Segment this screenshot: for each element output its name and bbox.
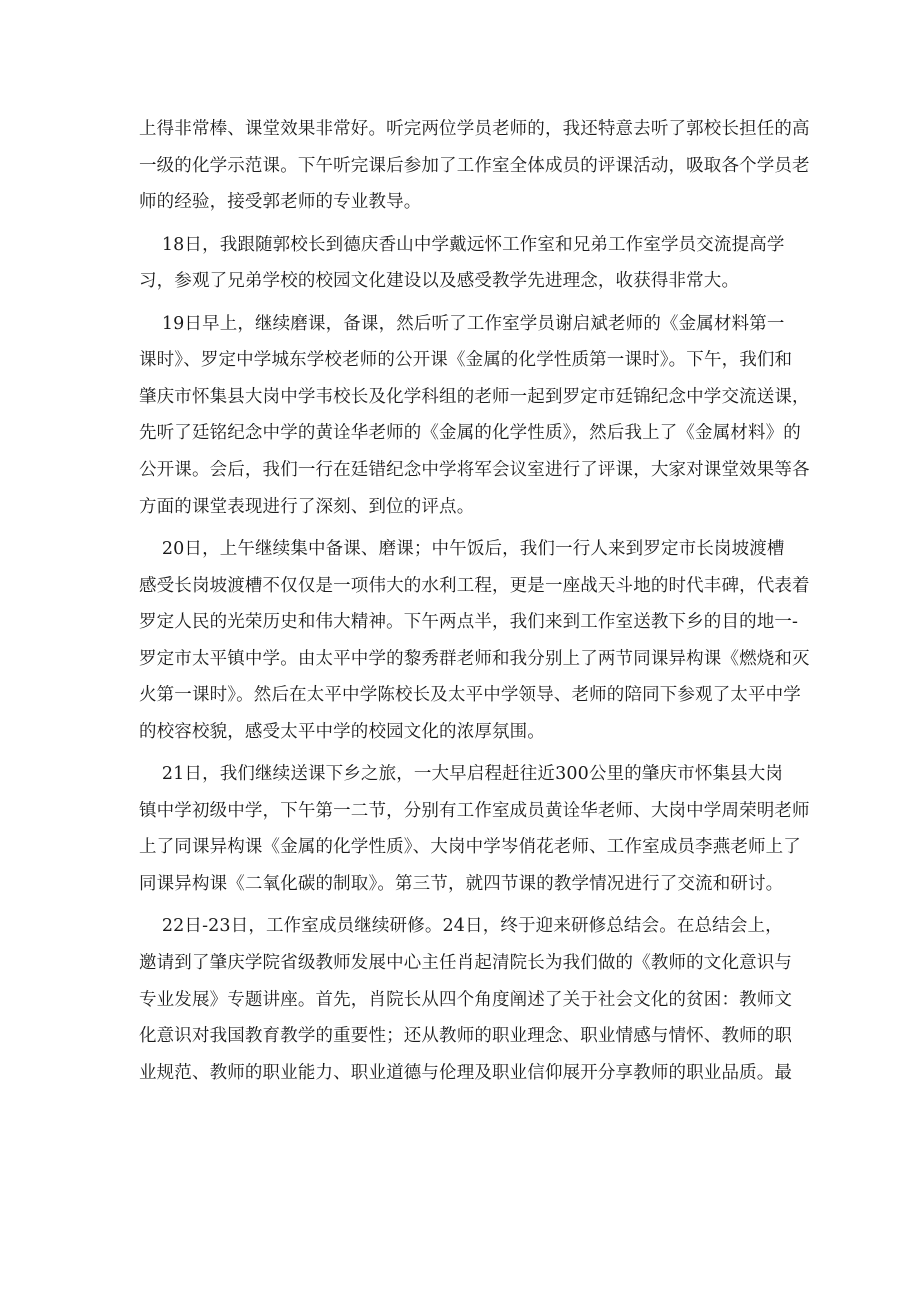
text-line: 课时》、罗定中学城东学校老师的公开课《金属的化学性质第一课时》。下午，我们和 — [139, 350, 793, 371]
text-line: 罗定人民的光荣历史和伟大精神。下午两点半，我们来到工作室送教下乡的目的地一- — [139, 612, 799, 633]
text-line: 上了同课异构课《金属的化学性质》、大岗中学岑俏花老师、工作室成员李燕老师上了 — [139, 837, 801, 858]
text-line: 专业发展》专题讲座。首先，肖院长从四个角度阐述了关于社会文化的贫困：教师文 — [139, 989, 793, 1010]
text-line: 22日-23日，工作室成员继续研修。24日，终于迎来研修总结会。在总结会上， — [139, 916, 783, 937]
text-line: 一级的化学示范课。下午听完课后参加了工作室全体成员的评课活动，吸取各个学员老 — [139, 155, 810, 176]
text-line: 火第一课时》。然后在太平中学陈校长及太平中学领导、老师的陪同下参观了太平中学 — [139, 685, 801, 706]
text-line: 先听了廷铭纪念中学的黄诠华老师的《金属的化学性质》，然后我上了《金属材料》的 — [139, 423, 801, 444]
text-line: 方面的课堂表现进行了深刻、到位的评点。 — [139, 496, 475, 517]
paragraph — [139, 531, 810, 751]
paragraph — [139, 111, 810, 221]
text-line: 上得非常棒、课堂效果非常好。听完两位学员老师的，我还特意去听了郭校长担任的高 — [139, 119, 810, 139]
text-line: 镇中学初级中学，下午第一二节，分别有工作室成员黄诠华老师、大岗中学周荣明老师 — [139, 800, 810, 821]
text-line: 化意识对我国教育教学的重要性；还从教师的职业理念、职业情感与情怀、教师的职 — [139, 1026, 793, 1047]
text-line: 邀请到了肇庆学院省级教师发展中心主任肖起清院长为我们做的《教师的文化意识与 — [139, 953, 793, 974]
text-line: 师的经验，接受郭老师的专业教导。 — [139, 192, 422, 213]
paragraph — [139, 306, 810, 526]
paragraph — [139, 908, 793, 1091]
text-line: 20日，上午继续集中备课、磨课；中午饭后，我们一行人来到罗定市长岗坡渡槽 — [139, 538, 785, 559]
text-line: 罗定市太平镇中学。由太平中学的黎秀群老师和我分别上了两节同课异构课《燃烧和灭 — [139, 648, 810, 669]
text-line: 18日，我跟随郭校长到德庆香山中学戴远怀工作室和兄弟工作室学员交流提高学 — [139, 234, 785, 255]
text-line: 公开课。会后，我们一行在廷错纪念中学将军会议室进行了评课，大家对课堂效果等各 — [139, 459, 810, 480]
text-line: 业规范、教师的职业能力、职业道德与伦理及职业信仰展开分享教师的职业品质。最 — [139, 1062, 793, 1083]
text-line: 19日早上，继续磨课，备课，然后听了工作室学员谢启斌老师的《金属材料第一 — [139, 313, 785, 334]
paragraph — [139, 756, 810, 902]
text-line: 的校容校貌，感受太平中学的校园文化的浓厚氛围。 — [139, 721, 545, 742]
text-line: 肇庆市怀集县大岗中学韦校长及化学科组的老师一起到罗定市廷锦纪念中学交流送课， — [139, 386, 810, 407]
paragraph — [139, 227, 784, 300]
text-line: 同课异构课《二氧化碳的制取》。第三节，就四节课的教学情况进行了交流和研讨。 — [139, 874, 784, 895]
text-line: 习，参观了兄弟学校的校园文化建设以及感受教学先进理念，收获得非常大。 — [139, 271, 740, 292]
text-line: 感受长岗坡渡槽不仅仅是一项伟大的水利工程，更是一座战天斗地的时代丰碑，代表着 — [139, 575, 810, 596]
document-body — [139, 111, 810, 1091]
text-line: 21日，我们继续送课下乡之旅，一大早启程赶往近300公里的肇庆市怀集县大岗 — [139, 764, 784, 785]
